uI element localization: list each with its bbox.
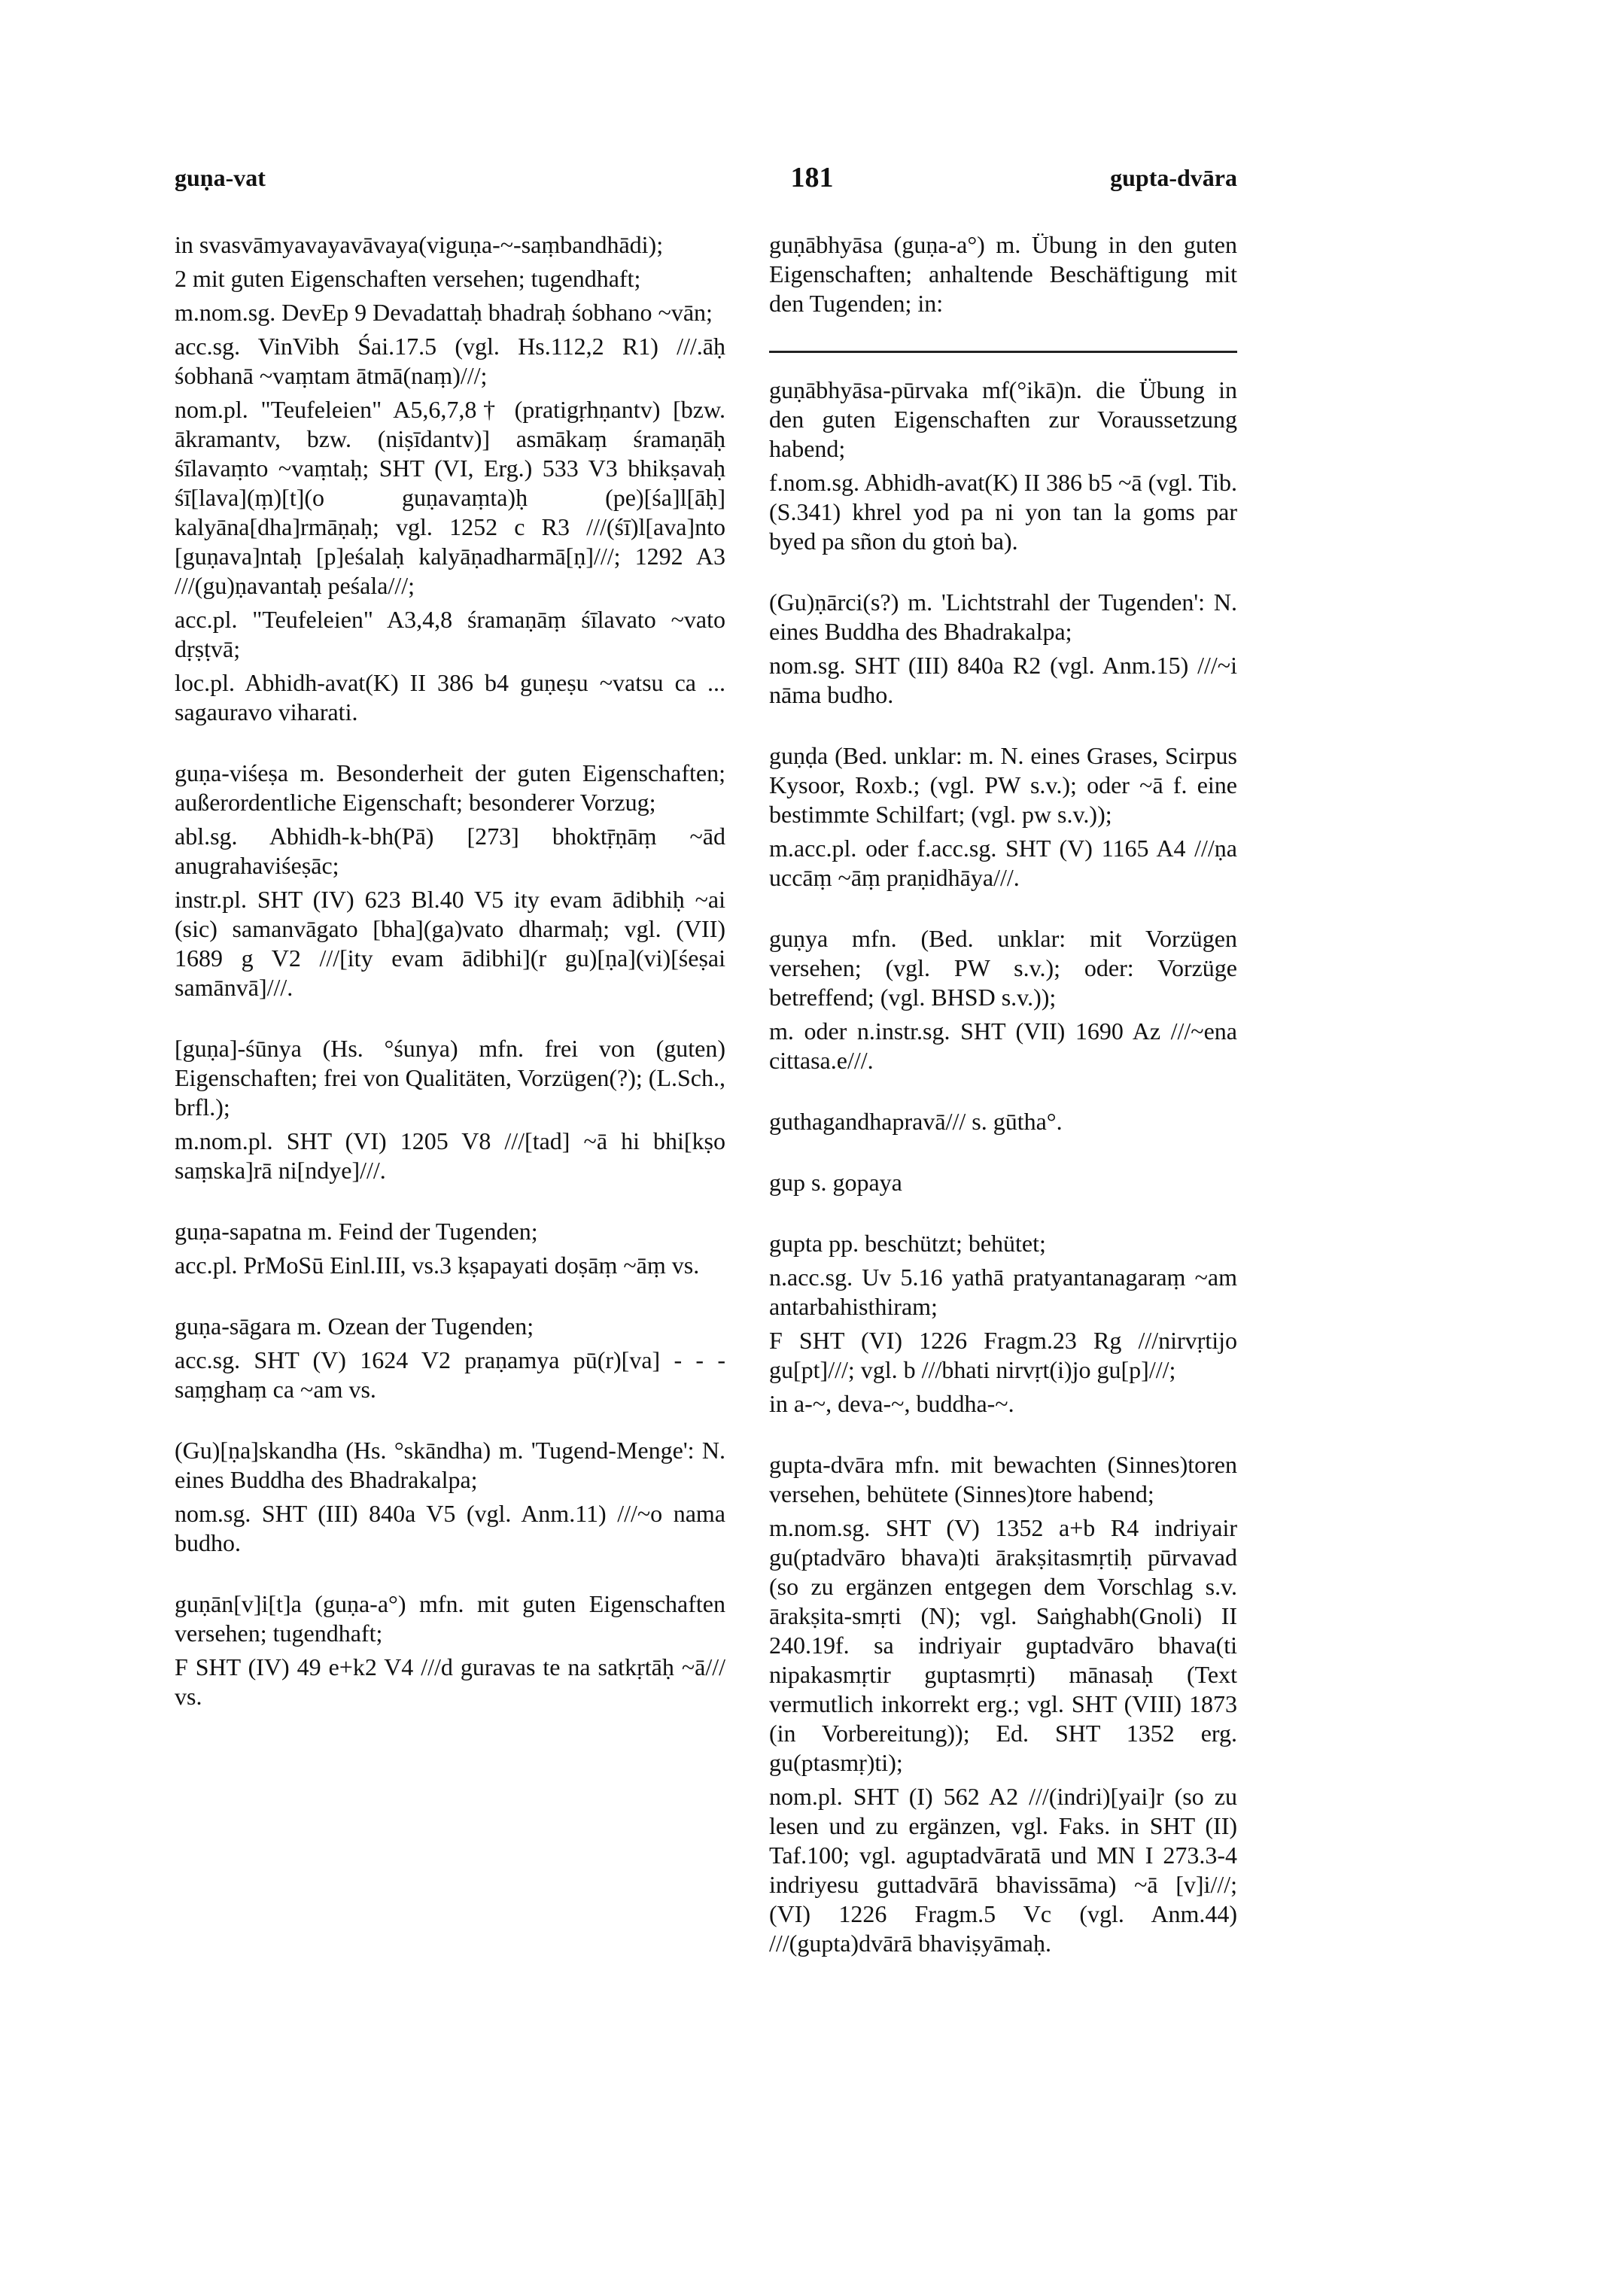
entry-citation-line: nom.pl. SHT (I) 562 A2 ///(indri)[yai]r (so zu lesen und zu ergänzen, vgl. Faks. in SHT (II) Taf.100; vgl. aguptadvāratā und MN I 273.3-4 indriyesu guttadvārā bhavissāma) ~ā [v]i///; (VI) 1226 Fragm.5 Vc (vgl. Anm.44) ///(gupta)dvārā bhaviṣyāmaḥ. — [769, 1783, 1237, 1957]
entry-headword-line: guṇa-sapatna m. Feind der Tugenden; — [175, 1218, 538, 1245]
entry-citation-line: f.nom.sg. Abhidh-avat(K) II 386 b5 ~ā (vgl. Tib. (S.341) khrel yod pa ni yon tan la goms par byed pa sñon du gtoṅ ba). — [769, 469, 1237, 555]
entry-citation-line: abl.sg. Abhidh-k-bh(Pā) [273] bhoktṝṇāṃ ~ād anugrahaviśeṣāc; — [175, 823, 725, 879]
dictionary-entry — [769, 1450, 1237, 1958]
entry-headword-line: gup s. gopaya — [769, 1169, 902, 1196]
dictionary-entry — [769, 588, 1237, 710]
dictionary-entry — [769, 741, 1237, 893]
dictionary-entry — [175, 1217, 725, 1280]
page-header — [0, 164, 1624, 209]
entry-headword-line: in svasvāmyavayavāvaya(viguṇa-~-saṃbandhādi); — [175, 231, 664, 258]
entry-citation-line: acc.pl. "Teufeleien" A3,4,8 śramaṇāṃ śīlavato ~vato dṛṣṭvā; — [175, 606, 725, 662]
dictionary-entry — [769, 230, 1237, 318]
dictionary-entry — [175, 1034, 725, 1185]
entry-citation-line: m.nom.pl. SHT (VI) 1205 V8 ///[tad] ~ā hi bhi[kṣo saṃska]rā ni[ndye]///. — [175, 1127, 725, 1184]
entry-headword-line: (Gu)[ṇa]skandha (Hs. °skāndha) m. 'Tugend-Menge': N. eines Buddha des Bhadrakalpa; — [175, 1437, 725, 1493]
entry-headword-line: guṇya mfn. (Bed. unklar: mit Vorzügen versehen; (vgl. PW s.v.); oder: Vorzüge betreffend; (vgl. BHSD s.v.)); — [769, 925, 1237, 1011]
entry-headword-line: guṇān[v]i[t]a (guṇa-a°) mfn. mit guten Eigenschaften versehen; tugendhaft; — [175, 1590, 725, 1647]
entry-headword-line: guṇa-viśeṣa m. Besonderheit der guten Eigenschaften; außerordentliche Eigenschaft; besonderer Vorzug; — [175, 759, 725, 816]
entry-citation-line: nom.sg. SHT (III) 840a R2 (vgl. Anm.15) ///~i nāma budho. — [769, 652, 1237, 708]
entry-citation-line: F SHT (IV) 49 e+k2 V4 ///d guravas te na satkṛtāḥ ~ā/// vs. — [175, 1653, 725, 1710]
entry-citation-line: nom.sg. SHT (III) 840a V5 (vgl. Anm.11) ///~o nama budho. — [175, 1500, 725, 1556]
entry-citation-line: acc.pl. PrMoSū Einl.III, vs.3 kṣapayati doṣāṃ ~āṃ vs. — [175, 1252, 700, 1279]
entry-citation-line: 2 mit guten Eigenschaften versehen; tugendhaft; — [175, 265, 641, 292]
entry-headword-line: guṇābhyāsa (guṇa-a°) m. Übung in den guten Eigenschaften; anhaltende Beschäftigung mit den Tugenden; in: — [769, 231, 1237, 317]
dictionary-entry — [769, 1229, 1237, 1419]
entry-citation-line: m.nom.sg. DevEp 9 Devadattaḥ bhadraḥ śobhano ~vān; — [175, 299, 713, 326]
dictionary-entry — [175, 1436, 725, 1558]
dictionary-entry — [175, 230, 725, 727]
entry-headword-line: guthagandhapravā/// s. gūtha°. — [769, 1108, 1063, 1135]
left-column — [175, 230, 725, 1743]
entry-citation-line: m. oder n.instr.sg. SHT (VII) 1690 Az ///~ena cittasa.e///. — [769, 1017, 1237, 1074]
page-number: 181 — [790, 162, 834, 193]
column-rule — [769, 351, 1237, 353]
entry-citation-line: in a-~, deva-~, buddha-~. — [769, 1390, 1014, 1417]
header-right-headword: gupta-dvāra — [1110, 164, 1237, 191]
entry-headword-line: guṇḍa (Bed. unklar: m. N. eines Grases, Scirpus Kysoor, Roxb.; (vgl. PW s.v.); oder ~ā f. eine bestimmte Schilfart; (vgl. pw s.v.)); — [769, 742, 1237, 828]
entry-citation-line: acc.sg. VinVibh Śai.17.5 (vgl. Hs.112,2 R1) ///.āḥ śobhanā ~vaṃtam ātmā(naṃ)///; — [175, 333, 725, 389]
entry-headword-line: gupta-dvāra mfn. mit bewachten (Sinnes)toren versehen, behütete (Sinnes)tore habend; — [769, 1451, 1237, 1507]
entry-citation-line: nom.pl. "Teufeleien" A5,6,7,8† (pratigṛhṇantv) [bzw. ākramantv, bzw. (niṣīdantv)] asmākaṃ śramaṇāḥ śīlavaṃto ~vaṃtaḥ; SHT (VI, Erg.) 533 V3 bhikṣavaḥ śī[lava](ṃ)[t](o guṇavaṃta)ḥ (pe)[śa]l[āḥ] kalyāna[dha]rmāṇaḥ; vgl. 1252 c R3 ///(śī)l[ava]nto [guṇava]ntaḥ [p]eśalaḥ kalyāṇadharmā[ṇ]///; 1292 A3 ///(gu)ṇavantaḥ peśala///; — [175, 396, 725, 599]
entry-citation-line: m.nom.sg. SHT (V) 1352 a+b R4 indriyair gu(ptadvāro bhava)ti ārakṣitasmṛtiḥ pūrvavad (so zu ergänzen entgegen dem Vorschlag s.v. ārakṣita-smṛti (N); vgl. Saṅghabh(Gnoli) II 240.19f. sa indriyair guptadvāro bhava(ti nipakasmṛtir guptasmṛti) mānasaḥ (Text vermutlich inkorrekt erg.; vgl. SHT (VIII) 1873 (in Vorbereitung)); Ed. SHT 1352 erg. gu(ptasmṛ)ti); — [769, 1514, 1237, 1776]
dictionary-entry — [175, 759, 725, 1002]
dictionary-entry — [769, 924, 1237, 1075]
entry-citation-line: n.acc.sg. Uv 5.16 yathā pratyantanagaraṃ ~am antarbahisthiram; — [769, 1264, 1237, 1320]
dictionary-entry — [175, 1312, 725, 1404]
entry-headword-line: [guṇa]-śūnya (Hs. °śunya) mfn. frei von (guten) Eigenschaften; frei von Qualitäten, Vorzügen(?); (L.Sch., brfl.); — [175, 1035, 725, 1121]
entry-headword-line: guṇābhyāsa-pūrvaka mf(°ikā)n. die Übung in den guten Eigenschaften zur Voraussetzung habend; — [769, 376, 1237, 462]
entry-citation-line: instr.pl. SHT (IV) 623 Bl.40 V5 ity evam ādibhiḥ ~ai (sic) samanvāgato [bha](ga)vato dharmaḥ; vgl. (VII) 1689 g V2 ///[ity evam ādibhi](r gu)[ṇa](vi)[śeṣai samānvā]///. — [175, 886, 725, 1001]
entry-citation-line: loc.pl. Abhidh-avat(K) II 386 b4 guṇeṣu ~vatsu ca ... sagauravo viharati. — [175, 669, 725, 725]
dictionary-entry — [769, 1107, 1237, 1136]
entry-headword-line: guṇa-sāgara m. Ozean der Tugenden; — [175, 1312, 534, 1340]
entry-headword-line: gupta pp. beschützt; behütet; — [769, 1230, 1046, 1257]
entry-headword-line: (Gu)ṇārci(s?) m. 'Lichtstrahl der Tugenden': N. eines Buddha des Bhadrakalpa; — [769, 589, 1237, 645]
dictionary-entry — [769, 376, 1237, 556]
right-column — [769, 230, 1237, 1990]
entry-citation-line: m.acc.pl. oder f.acc.sg. SHT (V) 1165 A4 ///ṇa uccāṃ ~āṃ praṇidhāya///. — [769, 835, 1237, 891]
dictionary-entry — [769, 1168, 1237, 1197]
entry-citation-line: F SHT (VI) 1226 Fragm.23 Rg ///nirvṛtijo gu[pt]///; vgl. b ///bhati nirvṛt(i)jo gu[p]///; — [769, 1327, 1237, 1383]
dictionary-entry — [175, 1589, 725, 1711]
header-left-headword: guṇa-vat — [175, 164, 266, 191]
entry-citation-line: acc.sg. SHT (V) 1624 V2 praṇamya pū(r)[va] - - - saṃghaṃ ca ~am vs. — [175, 1346, 725, 1403]
